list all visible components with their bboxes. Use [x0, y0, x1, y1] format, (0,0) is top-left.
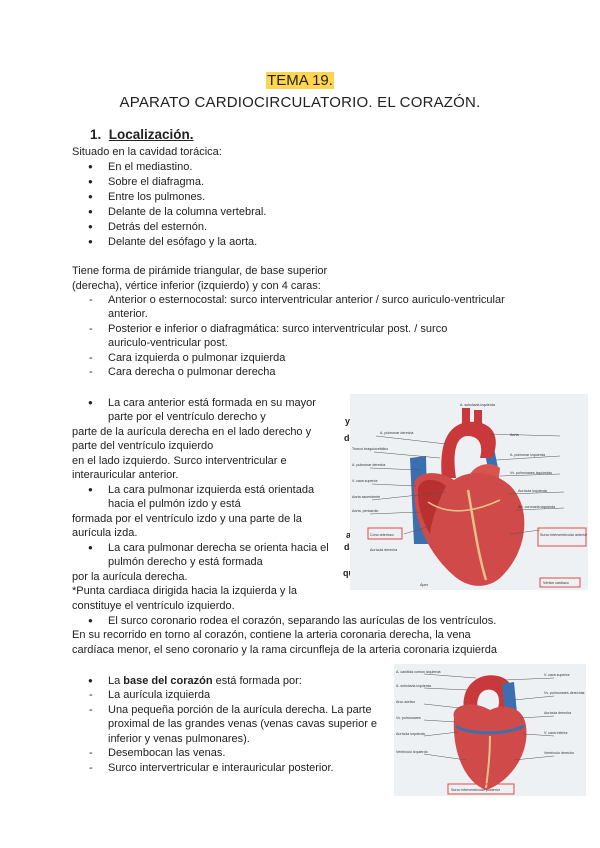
paragraph-line: en el lado izquierdo. Surco interventricular e: [72, 455, 287, 467]
heart-anterior-figure: [350, 394, 588, 590]
anatomy-label: A. carótida común izquierda: [396, 670, 441, 674]
paragraph-line: En su recorrido en torno al corazón, contiene la arteria coronaria derecha, la vena: [72, 629, 471, 641]
list-item-continuation: pulmón derecho y está formada: [108, 556, 263, 568]
anatomy-label: Vv. pulmonares derechas: [544, 691, 585, 695]
text-run: está formada por:: [212, 675, 302, 687]
list-item: ● Delante del esófago y la aorta.: [108, 235, 257, 250]
paragraph-line: formada por el ventrículo izdo y una parte de la: [72, 513, 302, 525]
list-item: ● La cara pulmonar izquierda está orientada: [108, 483, 314, 498]
list-item: - Anterior o esternocostal: surco interventricular anterior / surco auriculo-ventricular: [108, 293, 505, 308]
paragraph-line: parte del ventrículo izquierdo: [72, 440, 214, 452]
paragraph-line: *Punta cardiaca dirigida hacia la izquierda y la: [72, 585, 298, 597]
anatomy-label: Vv. pulmonares: [396, 716, 421, 720]
list-item: [108, 674, 302, 689]
aorta-branch-shape: [474, 410, 482, 426]
list-item: ● Detrás del esternón.: [108, 220, 207, 235]
list-item: ● La cara anterior está formada en su mayor: [108, 396, 316, 411]
topic-number-highlight: TEMA 19.: [267, 72, 333, 89]
paragraph-line: aurícula izda.: [72, 527, 138, 539]
list-item: - Cara izquierda o pulmonar izquierda: [108, 351, 285, 366]
anatomy-label: A. pulmonar derecha: [380, 431, 414, 435]
paragraph-line: interauricular anterior.: [72, 469, 179, 481]
paragraph-line: constituye el ventrículo izquierdo.: [72, 600, 235, 612]
anatomy-label: Cono arterioso: [370, 533, 394, 537]
list-item-continuation: anterior.: [108, 308, 148, 320]
topic-number: [0, 72, 600, 90]
anatomy-label: Aorta ascendente: [352, 495, 381, 499]
highlight-box: [538, 528, 586, 546]
list-item: - Posterior e inferior o diafragmática: surco interventricular post. / surco: [108, 322, 447, 337]
clipped-text: da: [344, 542, 355, 552]
paragraph-line: cardíaca menor, el seno coronario y la rama circunfleja de la arteria coronaria izquierda: [72, 644, 497, 656]
list-item: ● Sobre el diafragma.: [108, 175, 204, 190]
anatomy-label: A. subclavia izquierda: [396, 684, 431, 688]
list-item: - Cara derecha o pulmonar derecha: [108, 365, 276, 380]
list-item: ● La cara pulmonar derecha se orienta hacia el: [108, 541, 329, 556]
heart-posterior-figure: [394, 664, 586, 796]
paragraph-line: (derecha), vértice inferior (izquierdo) y con 4 caras:: [72, 280, 321, 292]
list-item: ● El surco coronario rodea el corazón, separando las aurículas de los ventrículos.: [108, 614, 496, 629]
aorta-branch-shape: [462, 408, 470, 426]
paragraph-line: parte de la aurícula derecha en el lado derecho y: [72, 426, 312, 438]
anatomy-label: Art. coronaria izquierda: [518, 505, 556, 509]
list-item-continuation: hacia el pulmón izdo y está: [108, 498, 241, 510]
list-item: - Una pequeña porción de la aurícula derecha. La parte: [108, 703, 372, 718]
list-item: - Surco intervertricular e interauricular posterior.: [108, 761, 334, 776]
list-item-continuation: proximal de las grandes venas (venas cavas superior e: [108, 718, 378, 730]
anatomy-label: Vv. pulmonares izquierdas: [510, 471, 553, 475]
list-item: ● En el mediastino.: [108, 160, 192, 175]
anatomy-label: V. cava superior: [544, 673, 570, 677]
list-item-continuation: inferior y venas pulmonares).: [108, 733, 250, 745]
bold-term: base del corazón: [123, 675, 213, 687]
anatomy-label: Aorta, pericardio: [352, 509, 379, 513]
paragraph-line: Tiene forma de pirámide triangular, de base superior: [72, 265, 328, 277]
list-item: - La aurícula izquierda: [108, 688, 210, 703]
anatomy-label: A. pulmonar izquierda: [510, 453, 545, 457]
paragraph-line: por la aurícula derecha.: [72, 571, 188, 583]
anatomy-label: Ventrículo izquierdo: [396, 750, 428, 754]
clipped-text: quierda y la: [343, 568, 394, 578]
anatomy-label: Ápex: [420, 583, 429, 587]
anatomy-label: Aurícula derecha: [544, 711, 572, 715]
anatomy-label: Aurícula izquierda: [396, 732, 425, 736]
anatomy-label: V. cava superior: [352, 479, 378, 483]
anatomy-label: Surco interventricular anterior: [540, 533, 588, 537]
section-number: 1.: [90, 127, 102, 142]
text-run: La: [108, 675, 124, 687]
list-item-continuation: parte por el ventrículo derecho y: [108, 411, 266, 423]
anatomy-label: Aurícula izquierda: [518, 489, 547, 493]
anatomy-label: V. cava inferior: [544, 731, 568, 735]
list-item-continuation: auriculo-ventricular post.: [108, 337, 228, 349]
anatomy-label: A. pulmonar derecha: [352, 463, 386, 467]
anatomy-label: Arco aórtico: [396, 700, 416, 704]
anatomy-label: Aorta: [510, 433, 519, 437]
anatomy-label: A. subclavia izquierda: [460, 403, 495, 407]
clipped-text: y: [345, 416, 351, 426]
anatomy-label: Aurícula derecha: [370, 548, 398, 552]
anatomy-label: Ventrículo derecho: [544, 751, 574, 755]
anatomy-label: Tronco braquiocefálico: [352, 447, 389, 451]
clipped-text: a: [346, 530, 352, 540]
list-item: ● Entre los pulmones.: [108, 190, 205, 205]
anatomy-label: Vértice cardiaco: [543, 581, 569, 585]
clipped-text: do: [344, 433, 355, 443]
section-heading: [90, 128, 194, 143]
list-item: ● Delante de la columna vertebral.: [108, 205, 266, 220]
intro-text: Situado en la cavidad torácica:: [72, 146, 222, 158]
anatomy-label: Surco interventricular posterior: [451, 788, 500, 792]
page-title: APARATO CARDIOCIRCULATORIO. EL CORAZÓN.: [119, 94, 481, 111]
list-item: - Desembocan las venas.: [108, 746, 225, 761]
section-title: Localización.: [108, 127, 194, 142]
